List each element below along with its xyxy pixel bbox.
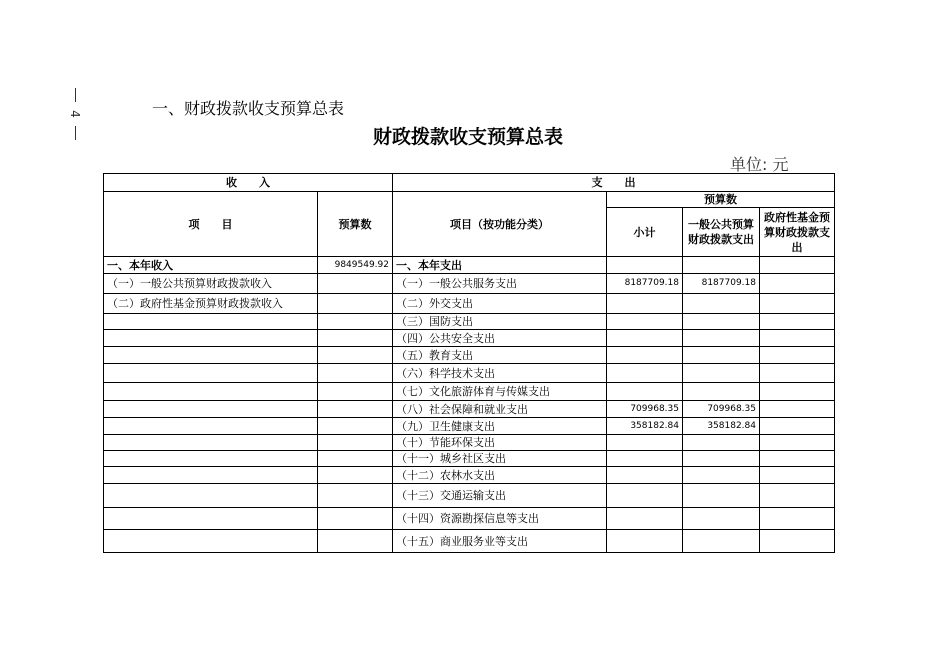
income-value-cell xyxy=(318,418,393,435)
subtotal-cell xyxy=(607,314,683,330)
page-title: 财政拨款收支预算总表 xyxy=(372,126,563,148)
expense-item-cell: 一、本年支出 xyxy=(393,257,607,274)
fund-header: 政府性基金预算财政拨款支出 xyxy=(760,208,835,257)
subtotal-cell xyxy=(607,294,683,314)
page-number: 4 xyxy=(68,110,82,118)
fund-cell xyxy=(760,467,835,484)
income-item-cell xyxy=(104,530,318,553)
table-row xyxy=(104,364,835,383)
expense-item-cell: （三）国防支出 xyxy=(393,314,607,330)
income-value-cell xyxy=(318,435,393,451)
fund-cell xyxy=(760,401,835,418)
expense-item-cell: （十五）商业服务业等支出 xyxy=(393,530,607,553)
expense-item-cell: （十）节能环保支出 xyxy=(393,435,607,451)
fund-cell xyxy=(760,484,835,508)
general-cell: 709968.35 xyxy=(683,401,760,418)
table-row xyxy=(104,467,835,484)
income-item-cell xyxy=(104,467,318,484)
income-item-cell xyxy=(104,330,318,347)
income-item-cell xyxy=(104,383,318,401)
general-cell xyxy=(683,364,760,383)
subtotal-cell xyxy=(607,330,683,347)
expense-item-cell: （十四）资源勘探信息等支出 xyxy=(393,508,607,530)
expense-item-cell: （五）教育支出 xyxy=(393,347,607,364)
subtotal-cell xyxy=(607,530,683,553)
expense-item-cell: （九）卫生健康支出 xyxy=(393,418,607,435)
expense-item-cell: （六）科学技术支出 xyxy=(393,364,607,383)
table-row xyxy=(104,330,835,347)
fund-cell xyxy=(760,451,835,467)
expense-item-cell: （二）外交支出 xyxy=(393,294,607,314)
income-value-cell xyxy=(318,467,393,484)
subtotal-header: 小计 xyxy=(607,208,683,257)
income-value-cell xyxy=(318,314,393,330)
income-item-cell xyxy=(104,484,318,508)
table-row xyxy=(104,530,835,553)
subtotal-cell xyxy=(607,383,683,401)
subtotal-cell xyxy=(607,451,683,467)
income-value-cell xyxy=(318,508,393,530)
fund-cell xyxy=(760,383,835,401)
income-item-cell xyxy=(104,418,318,435)
table-row xyxy=(104,435,835,451)
income-item-cell xyxy=(104,401,318,418)
general-cell: 8187709.18 xyxy=(683,274,760,294)
general-cell xyxy=(683,314,760,330)
income-item-cell: （一）一般公共预算财政拨款收入 xyxy=(104,274,318,294)
header-row-1 xyxy=(104,174,835,192)
subtotal-cell xyxy=(607,467,683,484)
general-cell xyxy=(683,347,760,364)
general-cell xyxy=(683,508,760,530)
fund-cell xyxy=(760,330,835,347)
table-row xyxy=(104,294,835,314)
header-row-2 xyxy=(104,192,835,208)
fund-cell xyxy=(760,314,835,330)
general-header: 一般公共预算财政拨款支出 xyxy=(683,208,760,257)
table-row xyxy=(104,484,835,508)
fund-cell xyxy=(760,418,835,435)
general-cell xyxy=(683,330,760,347)
subtotal-cell xyxy=(607,484,683,508)
expense-item-cell: （七）文化旅游体育与传媒支出 xyxy=(393,383,607,401)
income-item-cell xyxy=(104,314,318,330)
income-item-cell xyxy=(104,364,318,383)
expense-header: 支 出 xyxy=(393,174,835,192)
income-item-cell xyxy=(104,451,318,467)
table-row xyxy=(104,257,835,274)
income-item-cell xyxy=(104,508,318,530)
unit-label: 单位: 元 xyxy=(730,155,789,174)
general-cell xyxy=(683,484,760,508)
fund-cell xyxy=(760,347,835,364)
expense-item-cell: （八）社会保障和就业支出 xyxy=(393,401,607,418)
fund-cell xyxy=(760,435,835,451)
budget-table xyxy=(103,173,835,553)
general-cell xyxy=(683,257,760,274)
table-row xyxy=(104,274,835,294)
table-row xyxy=(104,418,835,435)
income-item-cell xyxy=(104,435,318,451)
budget-header: 预算数 xyxy=(318,192,393,257)
income-value-cell xyxy=(318,484,393,508)
income-value-cell xyxy=(318,364,393,383)
section-heading: 一、财政拨款收支预算总表 xyxy=(152,99,345,118)
income-value-cell xyxy=(318,294,393,314)
income-value-cell: 9849549.92 xyxy=(318,257,393,274)
income-value-cell xyxy=(318,347,393,364)
budget-group-header: 预算数 xyxy=(607,192,835,208)
income-item-cell xyxy=(104,347,318,364)
income-item-cell: 一、本年收入 xyxy=(104,257,318,274)
subtotal-cell xyxy=(607,508,683,530)
fund-cell xyxy=(760,294,835,314)
general-cell xyxy=(683,530,760,553)
subtotal-cell xyxy=(607,347,683,364)
income-value-cell xyxy=(318,401,393,418)
income-value-cell xyxy=(318,383,393,401)
page-number-dash-top xyxy=(75,88,76,102)
fund-cell xyxy=(760,508,835,530)
subtotal-cell xyxy=(607,435,683,451)
item-func-header: 项目（按功能分类） xyxy=(393,192,607,257)
general-cell xyxy=(683,451,760,467)
expense-item-cell: （一）一般公共服务支出 xyxy=(393,274,607,294)
general-cell xyxy=(683,383,760,401)
income-value-cell xyxy=(318,330,393,347)
income-item-cell: （二）政府性基金预算财政拨款收入 xyxy=(104,294,318,314)
table-row xyxy=(104,383,835,401)
subtotal-cell: 8187709.18 xyxy=(607,274,683,294)
table-row xyxy=(104,314,835,330)
fund-cell xyxy=(760,364,835,383)
fund-cell xyxy=(760,530,835,553)
subtotal-cell xyxy=(607,257,683,274)
general-cell xyxy=(683,467,760,484)
item-header: 项 目 xyxy=(104,192,318,257)
general-cell xyxy=(683,435,760,451)
income-value-cell xyxy=(318,274,393,294)
expense-item-cell: （十一）城乡社区支出 xyxy=(393,451,607,467)
general-cell: 358182.84 xyxy=(683,418,760,435)
budget-table-body xyxy=(104,174,835,553)
income-value-cell xyxy=(318,530,393,553)
subtotal-cell: 358182.84 xyxy=(607,418,683,435)
table-row xyxy=(104,451,835,467)
table-row xyxy=(104,347,835,364)
fund-cell xyxy=(760,274,835,294)
expense-item-cell: （十二）农林水支出 xyxy=(393,467,607,484)
table-row xyxy=(104,508,835,530)
subtotal-cell xyxy=(607,364,683,383)
expense-item-cell: （十三）交通运输支出 xyxy=(393,484,607,508)
fund-cell xyxy=(760,257,835,274)
expense-item-cell: （四）公共安全支出 xyxy=(393,330,607,347)
general-cell xyxy=(683,294,760,314)
income-header: 收 入 xyxy=(104,174,393,192)
table-row xyxy=(104,401,835,418)
income-value-cell xyxy=(318,451,393,467)
subtotal-cell: 709968.35 xyxy=(607,401,683,418)
